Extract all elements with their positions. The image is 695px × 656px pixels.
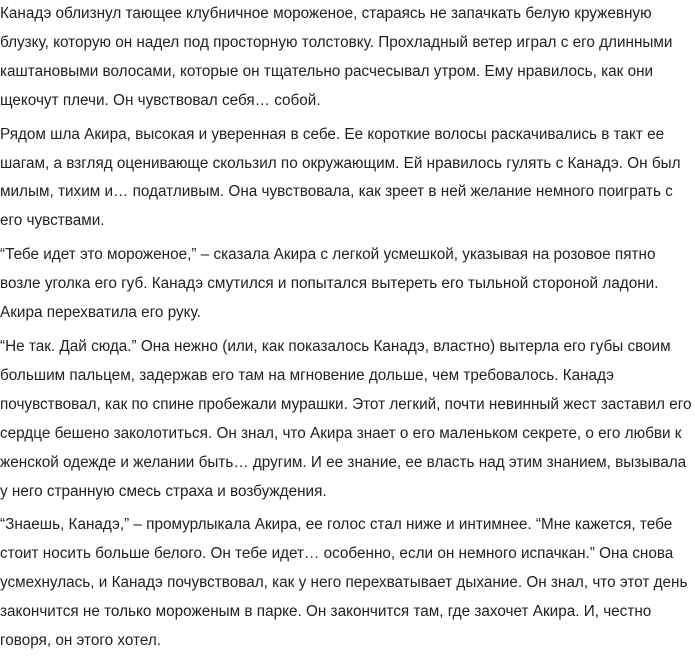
paragraph-1: Канадэ облизнул тающее клубничное мороженое, стараясь не запачкать белую кружевную блузку, которую он надел под просторную толстовку. Прохладный ветер играл с его длинными каштановыми волосами, которые он тщательно расчесывал утром. Ему нравилось, как они щекочут плечи. Он чувствовал себя… собой. [0,5,673,109]
paragraph-2: Рядом шла Акира, высокая и уверенная в себе. Ее короткие волосы раскачивались в такт ее шагам, а взгляд оценивающе скользил по окружающим. Ей нравилось гулять с Канадэ. Он был милым, тихим и… податливым. Она чувствовала, как зреет в ней желание немного поиграть с его чувствами. [0,125,681,230]
paragraph-5: “Знаешь, Канадэ,” – промурлыкала Акира, ее голос стал ниже и интимнее. “Мне кажется, тебе стоит носить больше белого. Он тебе идет… особенно, если он немного испачкан.” Она снова усмехнулась, и Канадэ почувствовал, как у него перехватывает дыхание. Он знал, что этот день закончится не только мороженым в парке. Он закончится там, где захочет Акира. И, честно говоря, он этого хотел. [0,516,688,650]
paragraph-3: “Тебе идет это мороженое,” – сказала Акира с легкой усмешкой, указывая на розовое пятно возле уголка его губ. Канадэ смутился и попытался вытереть его тыльной стороной ладони. Акира перехватила его руку. [0,246,659,322]
paragraph-4: “Не так. Дай сюда.” Она нежно (или, как показалось Канадэ, властно) вытерла его губы своим большим пальцем, задержав его там на мгновение дольше, чем требовалось. Канадэ почувствовал, как по спине пробежали мурашки. Этот легкий, почти невинный жест заставил его сердце бешено заколотиться. Он знал, что Акира знает о его маленьком секрете, о его любви к женской одежде и желании быть… другим. И ее знание, ее власть над этим знанием, вызывала у него странную смесь страха и возбуждения. [0,337,692,500]
